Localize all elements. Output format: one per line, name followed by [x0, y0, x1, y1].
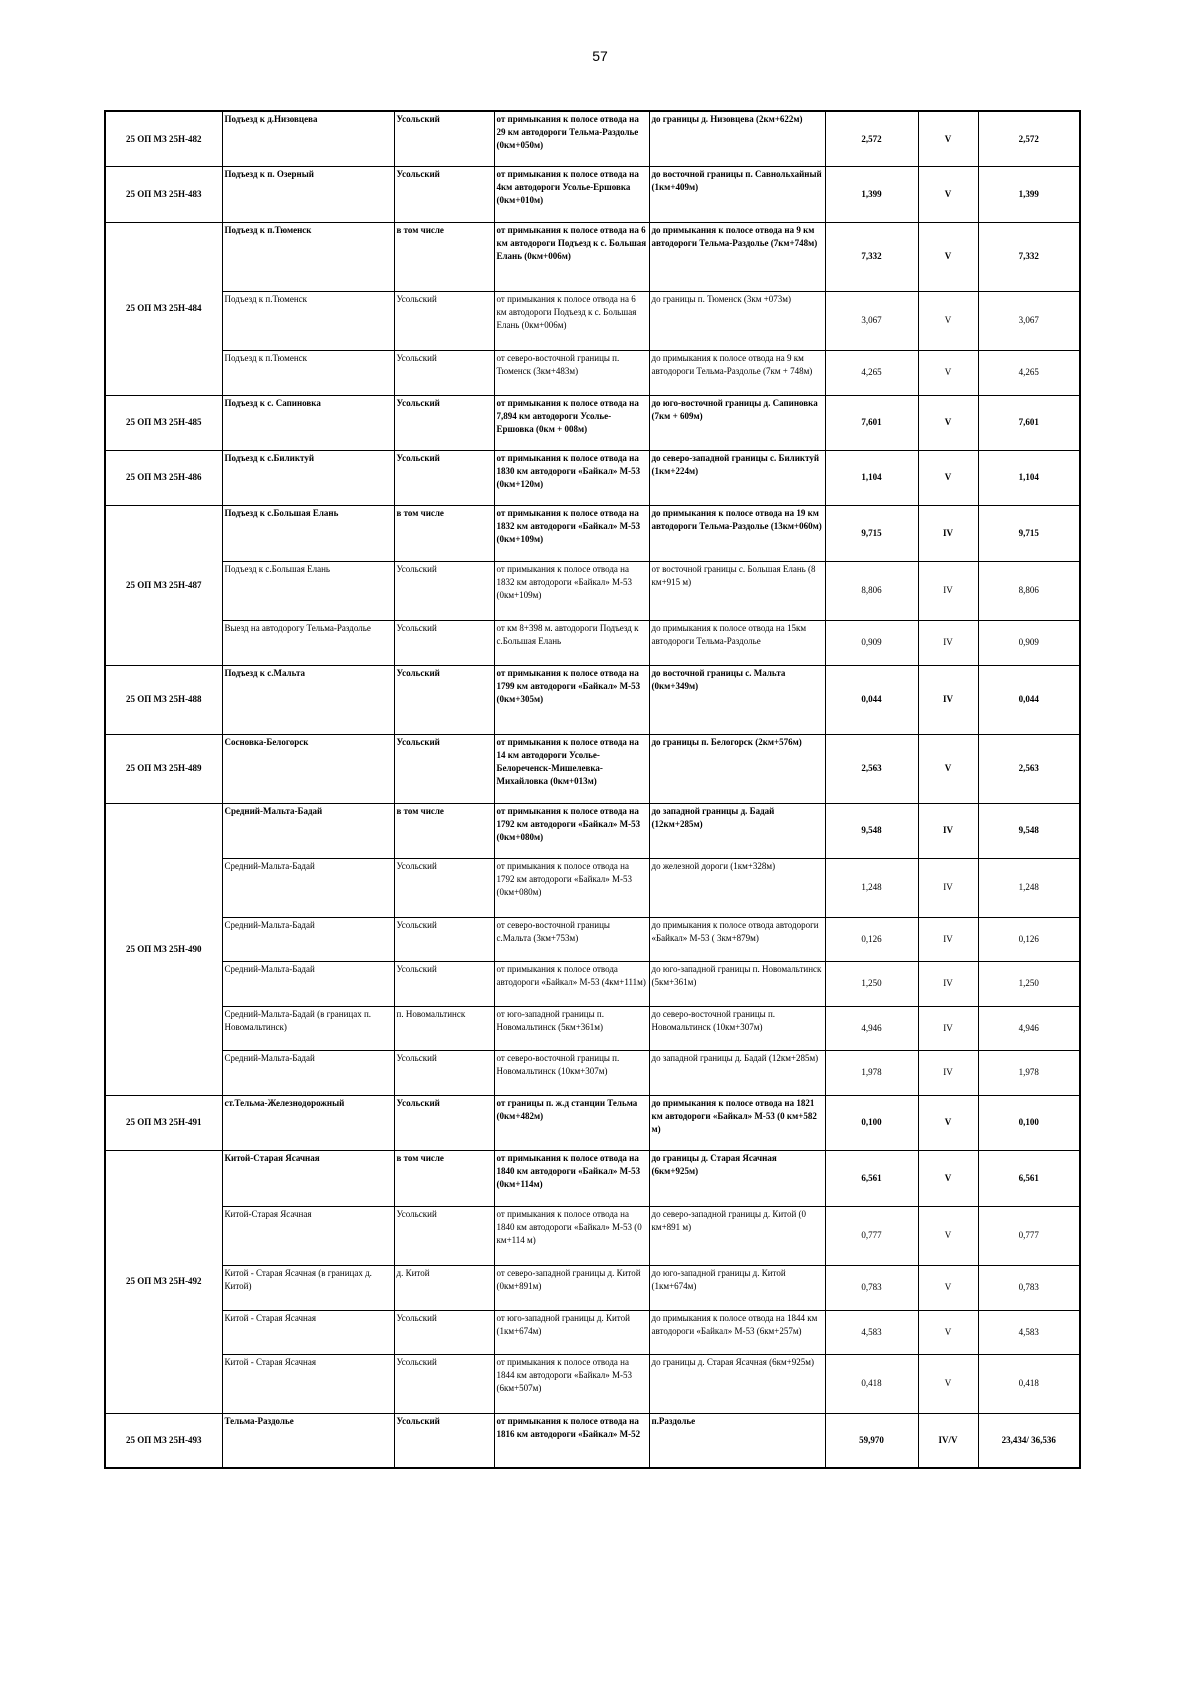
start-point-cell: от северо-западной границы д. Китой (0км+891м) [494, 1265, 649, 1310]
road-name-cell: Китой-Старая Ясачная [222, 1206, 394, 1265]
road-name-cell: Китой - Старая Ясачная [222, 1310, 394, 1354]
end-point-cell: до западной границы д. Бадай (12км+285м) [649, 803, 825, 858]
category-cell: V [918, 1310, 978, 1354]
start-point-cell: от примыкания к полосе отвода на 1844 км автодороги «Байкал» М-53 (6км+507м) [494, 1354, 649, 1413]
length-cell: 1,250 [825, 961, 918, 1006]
length-cell: 0,909 [825, 620, 918, 665]
table-row [105, 1413, 1080, 1468]
page-number: 57 [592, 48, 608, 64]
start-point-cell: от примыкания к полосе отвода на 1840 км автодороги «Байкал» М-53 (0км+114м) [494, 1150, 649, 1206]
total-length-cell: 0,044 [978, 665, 1080, 734]
category-cell: IV [918, 1050, 978, 1095]
length-cell: 4,946 [825, 1006, 918, 1050]
road-name-cell: Подъезд к с.Большая Елань [222, 505, 394, 561]
road-name-cell: Сосновка-Белогорск [222, 734, 394, 803]
road-code-cell: 25 ОП МЗ 25Н-482 [105, 111, 222, 166]
district-cell: Усольский [394, 561, 494, 620]
total-length-cell: 1,399 [978, 166, 1080, 222]
category-cell: IV [918, 1006, 978, 1050]
road-name-cell: Подъезд к п.Тюменск [222, 350, 394, 395]
total-length-cell: 3,067 [978, 291, 1080, 350]
district-cell: Усольский [394, 665, 494, 734]
table-row [105, 961, 1080, 1006]
length-cell: 7,601 [825, 395, 918, 450]
category-cell: IV [918, 961, 978, 1006]
road-code-cell: 25 ОП МЗ 25Н-486 [105, 450, 222, 505]
total-length-cell: 4,946 [978, 1006, 1080, 1050]
category-cell: IV [918, 505, 978, 561]
road-name-cell: Подъезд к д.Низовцева [222, 111, 394, 166]
length-cell: 2,563 [825, 734, 918, 803]
total-length-cell: 0,783 [978, 1265, 1080, 1310]
total-length-cell: 9,548 [978, 803, 1080, 858]
end-point-cell: до границы д. Старая Ясачная (6км+925м) [649, 1150, 825, 1206]
category-cell: V [918, 1354, 978, 1413]
end-point-cell: до примыкания к полосе отвода на 15км автодороги Тельма-Раздолье [649, 620, 825, 665]
table-row [105, 1095, 1080, 1150]
length-cell: 9,548 [825, 803, 918, 858]
road-code-cell: 25 ОП МЗ 25Н-485 [105, 395, 222, 450]
end-point-cell: до юго-западной границы п. Новомальтинск (5км+361м) [649, 961, 825, 1006]
district-cell: Усольский [394, 111, 494, 166]
road-name-cell: Подъезд к с.Мальта [222, 665, 394, 734]
total-length-cell: 7,332 [978, 222, 1080, 291]
district-cell: Усольский [394, 291, 494, 350]
start-point-cell: от примыкания к полосе отвода на 29 км автодороги Тельма-Раздолье (0км+050м) [494, 111, 649, 166]
category-cell: V [918, 450, 978, 505]
road-name-cell: Подъезд к п.Тюменск [222, 291, 394, 350]
total-length-cell: 4,265 [978, 350, 1080, 395]
total-length-cell: 7,601 [978, 395, 1080, 450]
start-point-cell: от примыкания к полосе отвода на 14 км автодороги Усолье-Белореченск-Мишелевка-Михайловка (0км+013м) [494, 734, 649, 803]
end-point-cell: п.Раздолье [649, 1413, 825, 1468]
end-point-cell: до северо-восточной границы п. Новомальтинск (10км+307м) [649, 1006, 825, 1050]
district-cell: Усольский [394, 917, 494, 961]
end-point-cell: до границы п. Тюменск (3км +073м) [649, 291, 825, 350]
start-point-cell: от северо-восточной границы п. Тюменск (3км+483м) [494, 350, 649, 395]
district-cell: Усольский [394, 858, 494, 917]
length-cell: 0,126 [825, 917, 918, 961]
category-cell: V [918, 350, 978, 395]
category-cell: V [918, 1095, 978, 1150]
end-point-cell: до железной дороги (1км+328м) [649, 858, 825, 917]
start-point-cell: от примыкания к полосе отвода на 1830 км автодороги «Байкал» М-53 (0км+120м) [494, 450, 649, 505]
length-cell: 0,418 [825, 1354, 918, 1413]
road-name-cell: Китой - Старая Ясачная [222, 1354, 394, 1413]
start-point-cell: от примыкания к полосе отвода на 6 км автодороги Подъезд к с. Большая Елань (0км+006м) [494, 222, 649, 291]
start-point-cell: от примыкания к полосе отвода на 1832 км автодороги «Байкал» М-53 (0км+109м) [494, 505, 649, 561]
road-name-cell: Средний-Мальта-Бадай [222, 917, 394, 961]
total-length-cell: 1,104 [978, 450, 1080, 505]
length-cell: 4,265 [825, 350, 918, 395]
end-point-cell: до примыкания к полосе отвода автодороги «Байкал» М-53 ( 3км+879м) [649, 917, 825, 961]
total-length-cell: 6,561 [978, 1150, 1080, 1206]
category-cell: IV [918, 561, 978, 620]
table-body [105, 111, 1080, 1468]
end-point-cell: до границы д. Старая Ясачная (6км+925м) [649, 1354, 825, 1413]
total-length-cell: 23,434/ 36,536 [978, 1413, 1080, 1468]
start-point-cell: от границы п. ж.д станции Тельма (0км+482м) [494, 1095, 649, 1150]
length-cell: 8,806 [825, 561, 918, 620]
table-row [105, 395, 1080, 450]
district-cell: Усольский [394, 1095, 494, 1150]
start-point-cell: от примыкания к полосе отвода на 1840 км автодороги «Байкал» М-53 (0 км+114 м) [494, 1206, 649, 1265]
district-cell: в том числе [394, 803, 494, 858]
category-cell: IV/V [918, 1413, 978, 1468]
table-row [105, 803, 1080, 858]
start-point-cell: от примыкания к полосе отвода на 1816 км автодороги «Байкал» М-52 [494, 1413, 649, 1468]
table-row [105, 111, 1080, 166]
length-cell: 4,583 [825, 1310, 918, 1354]
table-row [105, 350, 1080, 395]
end-point-cell: от восточной границы с. Большая Елань (8 км+915 м) [649, 561, 825, 620]
total-length-cell: 2,563 [978, 734, 1080, 803]
length-cell: 6,561 [825, 1150, 918, 1206]
total-length-cell: 9,715 [978, 505, 1080, 561]
total-length-cell: 1,250 [978, 961, 1080, 1006]
table-row [105, 1050, 1080, 1095]
start-point-cell: от примыкания к полосе отвода на 7,894 км автодороги Усолье-Ершовка (0км + 008м) [494, 395, 649, 450]
road-code-cell: 25 ОП МЗ 25Н-491 [105, 1095, 222, 1150]
category-cell: V [918, 1150, 978, 1206]
length-cell: 1,104 [825, 450, 918, 505]
district-cell: в том числе [394, 222, 494, 291]
road-name-cell: Средний-Мальта-Бадай [222, 961, 394, 1006]
start-point-cell: от примыкания к полосе отвода на 6 км автодороги Подъезд к с. Большая Елань (0км+006м) [494, 291, 649, 350]
start-point-cell: от юго-западной границы д. Китой (1км+674м) [494, 1310, 649, 1354]
road-name-cell: Выезд на автодорогу Тельма-Раздолье [222, 620, 394, 665]
category-cell: V [918, 291, 978, 350]
district-cell: д. Китой [394, 1265, 494, 1310]
length-cell: 1,399 [825, 166, 918, 222]
district-cell: Усольский [394, 1206, 494, 1265]
end-point-cell: до западной границы д. Бадай (12км+285м) [649, 1050, 825, 1095]
end-point-cell: до примыкания к полосе отвода на 9 км автодороги Тельма-Раздолье (7км+748м) [649, 222, 825, 291]
category-cell: V [918, 1265, 978, 1310]
total-length-cell: 8,806 [978, 561, 1080, 620]
district-cell: Усольский [394, 1354, 494, 1413]
road-name-cell: Подъезд к с.Большая Елань [222, 561, 394, 620]
table-row [105, 620, 1080, 665]
table-row [105, 222, 1080, 291]
district-cell: Усольский [394, 620, 494, 665]
road-code-cell: 25 ОП МЗ 25Н-484 [105, 222, 222, 395]
end-point-cell: до примыкания к полосе отвода на 1821 км автодороги «Байкал» М-53 (0 км+582 м) [649, 1095, 825, 1150]
category-cell: V [918, 1206, 978, 1265]
table-row [105, 917, 1080, 961]
start-point-cell: от северо-восточной границы с.Мальта (3км+753м) [494, 917, 649, 961]
length-cell: 59,970 [825, 1413, 918, 1468]
road-code-cell: 25 ОП МЗ 25Н-487 [105, 505, 222, 665]
table-row [105, 450, 1080, 505]
start-point-cell: от примыкания к полосе отвода на 1792 км автодороги «Байкал» М-53 (0км+080м) [494, 803, 649, 858]
end-point-cell: до восточной границы с. Мальта (0км+349м) [649, 665, 825, 734]
table-row [105, 1206, 1080, 1265]
end-point-cell: до северо-западной границы с. Биликтуй (1км+224м) [649, 450, 825, 505]
roads-table [104, 110, 1081, 1469]
end-point-cell: до границы д. Низовцева (2км+622м) [649, 111, 825, 166]
category-cell: V [918, 395, 978, 450]
road-name-cell: Китой-Старая Ясачная [222, 1150, 394, 1206]
road-name-cell: ст.Тельма-Железнодорожный [222, 1095, 394, 1150]
length-cell: 7,332 [825, 222, 918, 291]
table-row [105, 1150, 1080, 1206]
start-point-cell: от примыкания к полосе отвода на 4км автодороги Усолье-Ершовка (0км+010м) [494, 166, 649, 222]
road-code-cell: 25 ОП МЗ 25Н-489 [105, 734, 222, 803]
total-length-cell: 2,572 [978, 111, 1080, 166]
total-length-cell: 0,100 [978, 1095, 1080, 1150]
length-cell: 0,044 [825, 665, 918, 734]
total-length-cell: 0,126 [978, 917, 1080, 961]
end-point-cell: до восточной границы п. Савнольхайный (1км+409м) [649, 166, 825, 222]
category-cell: IV [918, 803, 978, 858]
length-cell: 2,572 [825, 111, 918, 166]
district-cell: Усольский [394, 734, 494, 803]
category-cell: IV [918, 917, 978, 961]
end-point-cell: до северо-западной границы д. Китой (0 км+891 м) [649, 1206, 825, 1265]
total-length-cell: 1,978 [978, 1050, 1080, 1095]
road-name-cell: Китой - Старая Ясачная (в границах д. Китой) [222, 1265, 394, 1310]
road-code-cell: 25 ОП МЗ 25Н-492 [105, 1150, 222, 1413]
road-name-cell: Подъезд к п. Озерный [222, 166, 394, 222]
district-cell: Усольский [394, 450, 494, 505]
district-cell: п. Новомальтинск [394, 1006, 494, 1050]
end-point-cell: до границы п. Белогорск (2км+576м) [649, 734, 825, 803]
road-name-cell: Подъезд к с.Биликтуй [222, 450, 394, 505]
category-cell: IV [918, 665, 978, 734]
district-cell: Усольский [394, 350, 494, 395]
length-cell: 0,783 [825, 1265, 918, 1310]
road-code-cell: 25 ОП МЗ 25Н-490 [105, 803, 222, 1095]
district-cell: Усольский [394, 1413, 494, 1468]
district-cell: Усольский [394, 1050, 494, 1095]
total-length-cell: 0,418 [978, 1354, 1080, 1413]
length-cell: 1,978 [825, 1050, 918, 1095]
district-cell: Усольский [394, 1310, 494, 1354]
start-point-cell: от примыкания к полосе отвода на 1799 км автодороги «Байкал» М-53 (0км+305м) [494, 665, 649, 734]
length-cell: 9,715 [825, 505, 918, 561]
district-cell: Усольский [394, 166, 494, 222]
end-point-cell: до примыкания к полосе отвода на 9 км автодороги Тельма-Раздолье (7км + 748м) [649, 350, 825, 395]
total-length-cell: 0,909 [978, 620, 1080, 665]
end-point-cell: до примыкания к полосе отвода на 19 км автодороги Тельма-Раздолье (13км+060м) [649, 505, 825, 561]
end-point-cell: до юго-восточной границы д. Сапиновка (7км + 609м) [649, 395, 825, 450]
start-point-cell: от примыкания к полосе отвода на 1792 км автодороги «Байкал» М-53 (0км+080м) [494, 858, 649, 917]
start-point-cell: от северо-восточной границы п. Новомальтинск (10км+307м) [494, 1050, 649, 1095]
table-row [105, 505, 1080, 561]
category-cell: V [918, 166, 978, 222]
district-cell: в том числе [394, 1150, 494, 1206]
length-cell: 0,777 [825, 1206, 918, 1265]
table-row [105, 1265, 1080, 1310]
road-name-cell: Средний-Мальта-Бадай (в границах п. Новомальтинск) [222, 1006, 394, 1050]
category-cell: V [918, 222, 978, 291]
total-length-cell: 4,583 [978, 1310, 1080, 1354]
table-row [105, 858, 1080, 917]
end-point-cell: до примыкания к полосе отвода на 1844 км автодороги «Байкал» М-53 (6км+257м) [649, 1310, 825, 1354]
end-point-cell: до юго-западной границы д. Китой (1км+674м) [649, 1265, 825, 1310]
start-point-cell: от примыкания к полосе отвода автодороги «Байкал» М-53 (4км+111м) [494, 961, 649, 1006]
district-cell: Усольский [394, 395, 494, 450]
table-row [105, 734, 1080, 803]
total-length-cell: 1,248 [978, 858, 1080, 917]
road-name-cell: Средний-Мальта-Бадай [222, 1050, 394, 1095]
category-cell: IV [918, 620, 978, 665]
table-row [105, 291, 1080, 350]
table-row [105, 561, 1080, 620]
district-cell: в том числе [394, 505, 494, 561]
road-code-cell: 25 ОП МЗ 25Н-493 [105, 1413, 222, 1468]
start-point-cell: от примыкания к полосе отвода на 1832 км автодороги «Байкал» М-53 (0км+109м) [494, 561, 649, 620]
road-name-cell: Подъезд к п.Тюменск [222, 222, 394, 291]
length-cell: 3,067 [825, 291, 918, 350]
total-length-cell: 0,777 [978, 1206, 1080, 1265]
category-cell: IV [918, 858, 978, 917]
category-cell: V [918, 111, 978, 166]
table-row [105, 665, 1080, 734]
table-row [105, 1310, 1080, 1354]
start-point-cell: от км 8+398 м. автодороги Подъезд к с.Большая Елань [494, 620, 649, 665]
road-name-cell: Средний-Мальта-Бадай [222, 858, 394, 917]
length-cell: 1,248 [825, 858, 918, 917]
road-name-cell: Тельма-Раздолье [222, 1413, 394, 1468]
road-code-cell: 25 ОП МЗ 25Н-483 [105, 166, 222, 222]
table-row [105, 1006, 1080, 1050]
start-point-cell: от юго-западной границы п. Новомальтинск (5км+361м) [494, 1006, 649, 1050]
road-name-cell: Средний-Мальта-Бадай [222, 803, 394, 858]
district-cell: Усольский [394, 961, 494, 1006]
road-name-cell: Подъезд к с. Сапиновка [222, 395, 394, 450]
table-row [105, 166, 1080, 222]
road-code-cell: 25 ОП МЗ 25Н-488 [105, 665, 222, 734]
category-cell: V [918, 734, 978, 803]
length-cell: 0,100 [825, 1095, 918, 1150]
table-row [105, 1354, 1080, 1413]
